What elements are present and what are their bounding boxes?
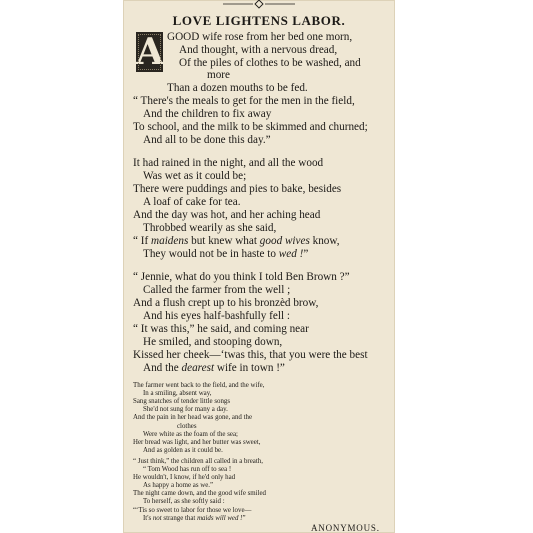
poem-line-part: ” [242, 514, 246, 522]
poem-line: Were white as the foam of the sea; [143, 430, 238, 438]
poem-line: “ Just think,” the children all called in a breath, [133, 457, 263, 465]
poem-line-part: not [152, 514, 162, 522]
poem-line: He wouldn't, I know, if he'd only had [133, 474, 236, 482]
poem-line: He smiled, and stooping down, [143, 336, 283, 348]
poem-line: “ If maidens but knew what good wives know, [133, 235, 340, 247]
poem-line: They would not be in haste to wed !” [143, 248, 309, 260]
poem-line: And the children to fix away [143, 108, 272, 120]
poem-line: Of the piles of clothes to be washed, and [179, 57, 361, 69]
poem-line: And a flush crept up to his bronzèd brow, [133, 297, 319, 309]
poem-line: “ Jennie, what do you think I told Ben Brown ?” [133, 271, 350, 283]
poem-title: LOVE LIGHTENS LABOR. [172, 13, 346, 28]
poem-line: And the day was hot, and her aching head [133, 209, 321, 221]
poem-line: “‘Tis so sweet to labor for those we love— [133, 506, 252, 514]
poem-line: GOOD wife rose from her bed one morn, [167, 31, 353, 43]
poem-line: In a smiling, absent way, [143, 390, 212, 398]
poem-line: The night came down, and the good wife smiled [133, 490, 266, 498]
poem-line: To herself, as she softly said : [143, 498, 225, 506]
poem-line: Throbbed wearily as she said, [143, 222, 277, 234]
poem-line: And the pain in her head was gone, and the [133, 414, 253, 422]
poem-line: Her bread was light, and her butter was sweet, [133, 438, 261, 446]
ornament-rule-icon [223, 0, 295, 10]
poem-line: And his eyes half-bashfully fell : [143, 310, 290, 322]
poem-line: And thought, with a nervous dread, [179, 44, 338, 56]
poem-line: And as golden as it could be. [143, 446, 223, 454]
poem-line: Kissed her cheek—‘twas this, that you were the best [133, 349, 368, 361]
poem-line: clothes [177, 422, 197, 430]
poem-line: It had rained in the night, and all the wood [133, 157, 324, 169]
newspaper-clipping [123, 0, 395, 533]
poem-line-part: It's [143, 514, 153, 522]
poem-line-part: maids will wed ! [197, 514, 243, 522]
poem-line: “ There's the meals to get for the men in the field, [133, 95, 355, 107]
drop-cap-letter: A [136, 31, 164, 73]
poem-line: She'd not sung for many a day. [143, 406, 228, 414]
poem-line: more [207, 69, 230, 81]
poem-line-part: strange that [161, 514, 198, 522]
poem-line: To school, and the milk to be skimmed and churned; [133, 121, 368, 133]
poem-line: Was wet as it could be; [143, 170, 247, 182]
poem-line: Sang snatches of tender little songs [133, 398, 231, 406]
poem-line [143, 515, 246, 523]
poem-line: Than a dozen mouths to be fed. [167, 82, 308, 94]
poem-line: The farmer went back to the field, and the wife, [133, 382, 265, 389]
poem-line: Called the farmer from the well ; [143, 284, 291, 296]
author-byline: ANONYMOUS. [311, 522, 380, 533]
poem-line: As happy a home as we.” [143, 482, 214, 490]
poem-line: And all to be done this day.” [143, 134, 271, 146]
poem-line: A loaf of cake for tea. [143, 196, 241, 208]
poem-line: There were puddings and pies to bake, besides [133, 183, 342, 195]
poem-line: “ It was this,” he said, and coming near [133, 323, 309, 335]
poem-line: “ Tom Wood has run off to sea ! [143, 466, 232, 473]
poem-line: And the dearest wife in town !” [143, 362, 285, 374]
